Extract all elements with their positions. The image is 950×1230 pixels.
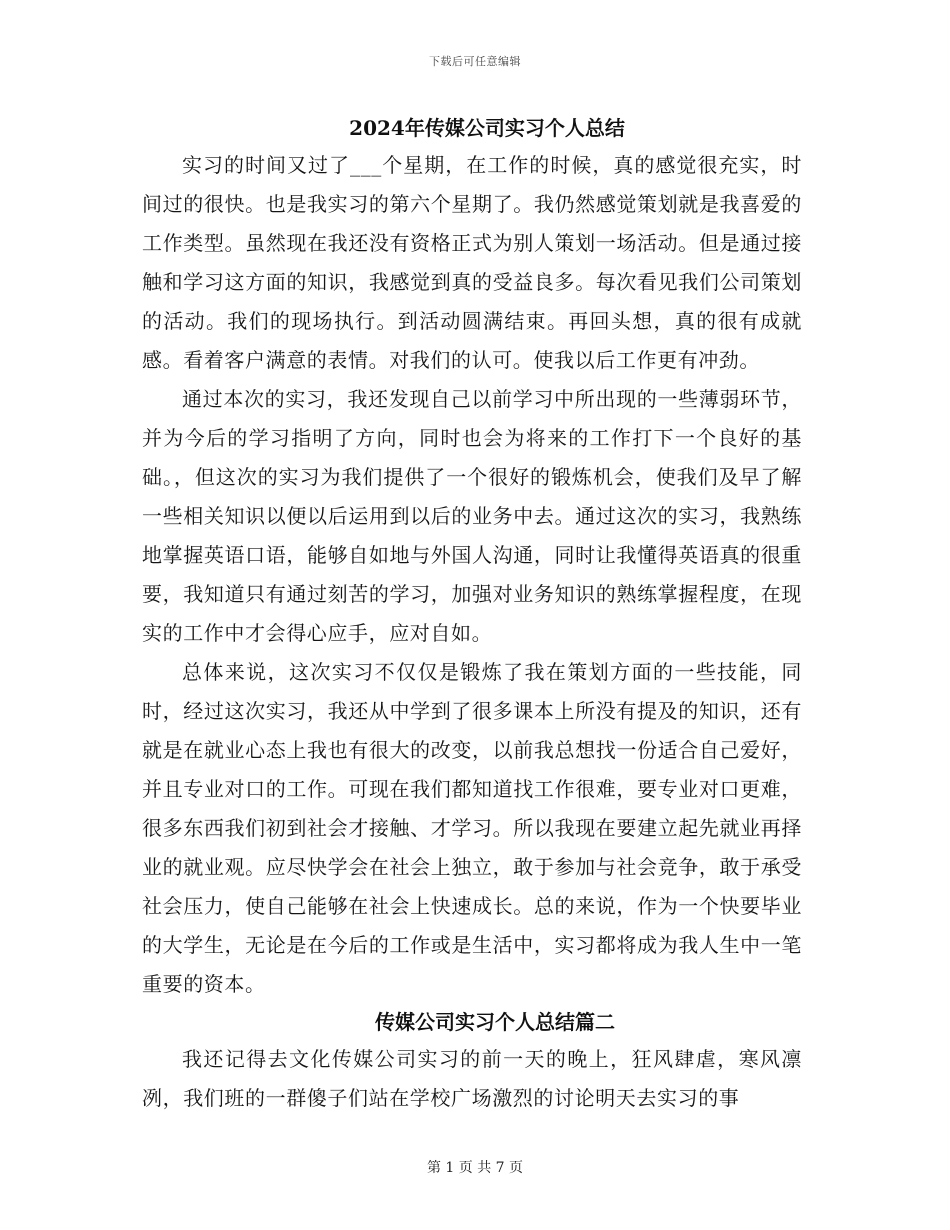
page-footer: 第 1 页 共 7 页 (426, 1160, 524, 1176)
paragraph-1: 实习的时间又过了___个星期，在工作的时候，真的感觉很充实，时间过的很快。也是我实习的第六个星期了。我仍然感觉策划就是我喜爱的工作类型。虽然现在我还没有资格正式为别人策划一场活动。但是通过接触和学习这方面的知识，我感觉到真的受益良多。每次看见我们公司策划的活动。我们的现场执行。到活动圆满结束。再回头想，真的很有成就感。看着客户满意的表情。对我们的认可。使我以后工作更有冲劲。 (142, 153, 802, 372)
paragraph-3: 总体来说，这次实习不仅仅是锻炼了我在策划方面的一些技能，同时，经过这次实习，我还从中学到了很多课本上所没有提及的知识，还有就是在就业心态上我也有很大的改变，以前我总想找一份适合自己爱好，并且专业对口的工作。可现在我们都知道找工作很难，要专业对口更难，很多东西我们初到社会才接触、才学习。所以我现在要建立起先就业再择业的就业观。应尽快学会在社会上独立，敢于参加与社会竞争，敢于承受社会压力，使自己能够在社会上快速成长。总的来说，作为一个快要毕业的大学生，无论是在今后的工作或是生活中，实习都将成为我人生中一笔重要的资本。 (142, 660, 802, 996)
header-note: 下载后可任意编辑 (429, 55, 521, 68)
document-title: 2024年传媒公司实习个人总结 (349, 116, 625, 140)
section-2-title: 传媒公司实习个人总结篇二 (375, 1010, 615, 1034)
section-2-paragraph-1: 我还记得去文化传媒公司实习的前一天的晚上，狂风肆虐，寒风凛冽，我们班的一群傻子们站在学校广场激烈的讨论明天去实习的事 (142, 1047, 802, 1110)
document-body (142, 110, 802, 1118)
paragraph-2: 通过本次的实习，我还发现自己以前学习中所出现的一些薄弱环节，并为今后的学习指明了方向，同时也会为将来的工作打下一个良好的基础。，但这次的实习为我们提供了一个很好的锻炼机会，使我们及早了解一些相关知识以便以后运用到以后的业务中去。通过这次的实习，我熟练地掌握英语口语，能够自如地与外国人沟通，同时让我懂得英语真的很重要，我知道只有通过刻苦的学习，加强对业务知识的熟练掌握程度，在现实的工作中才会得心应手，应对自如。 (142, 387, 802, 645)
